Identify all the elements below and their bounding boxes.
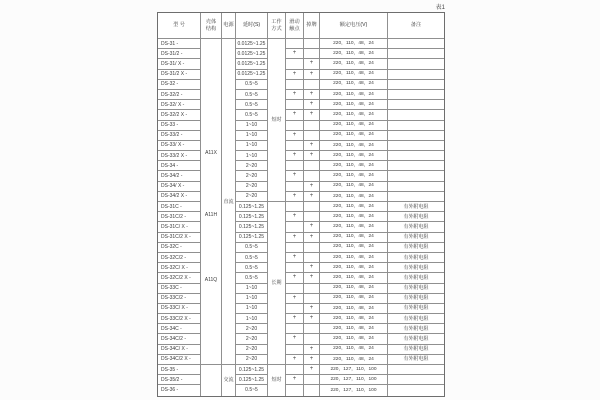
sliding-contact-cell: +	[286, 375, 304, 385]
drop-flag-cell	[304, 212, 320, 222]
sliding-contact-cell	[286, 345, 304, 355]
delay-cell: 1~10	[236, 151, 268, 161]
sliding-contact-cell	[286, 222, 304, 232]
model-cell: DS-35/2 -	[158, 375, 201, 385]
delay-cell: 0.125~1.25	[236, 202, 268, 212]
drop-flag-cell: +	[304, 59, 320, 69]
delay-cell: 1~10	[236, 304, 268, 314]
column-header-line: 工作	[271, 19, 282, 26]
work-mode-cell: 短时	[268, 365, 286, 396]
column-header-power: 电源	[222, 13, 236, 39]
delay-cell: 0.125~1.25	[236, 212, 268, 222]
drop-flag-cell: +	[304, 233, 320, 243]
remark-cell	[388, 375, 444, 385]
delay-cell: 0.125~1.25	[236, 233, 268, 243]
rated-voltage-cell: 220，127，110，100	[320, 385, 388, 395]
model-cell: DS-31/ X -	[158, 59, 201, 69]
drop-flag-cell: +	[304, 110, 320, 120]
rated-voltage-cell: 220，110，48，24	[320, 49, 388, 59]
rated-voltage-cell: 220，110，48，24	[320, 131, 388, 141]
rated-voltage-cell: 220，110，48，24	[320, 80, 388, 90]
remark-cell: 有外附电阻	[388, 284, 444, 294]
rated-voltage-cell: 220，110，48，24	[320, 294, 388, 304]
sliding-contact-cell	[286, 385, 304, 395]
remark-cell	[388, 365, 444, 375]
drop-flag-cell: +	[304, 192, 320, 202]
rated-voltage-cell: 220，110，48，24	[320, 141, 388, 151]
delay-cell: 0.125~1.25	[236, 375, 268, 385]
sliding-contact-cell	[286, 202, 304, 212]
shell-structure-label: A11H	[204, 211, 218, 218]
remark-cell	[388, 80, 444, 90]
drop-flag-cell: +	[304, 304, 320, 314]
delay-cell: 0.0125~1.25	[236, 39, 268, 49]
rated-voltage-cell: 220，110，48，24	[320, 161, 388, 171]
column-header-remark: 备注	[388, 13, 444, 39]
sliding-contact-cell	[286, 80, 304, 90]
work-mode-cell: 短时	[268, 39, 286, 202]
drop-flag-cell: +	[304, 263, 320, 273]
delay-cell: 2~20	[236, 355, 268, 365]
rated-voltage-cell: 220，110，48，24	[320, 171, 388, 181]
delay-cell: 0.0125~1.25	[236, 59, 268, 69]
delay-cell: 0.125~1.25	[236, 365, 268, 375]
remark-cell: 有外附电阻	[388, 233, 444, 243]
remark-cell	[388, 385, 444, 395]
column-header-slide	[286, 13, 304, 39]
drop-flag-cell: +	[304, 182, 320, 192]
rated-voltage-cell: 220，110，48，24	[320, 273, 388, 283]
column-header-line: 结构	[205, 25, 217, 32]
delay-cell: 0.5~5	[236, 385, 268, 395]
rated-voltage-cell: 220，110，48，24	[320, 324, 388, 334]
remark-cell	[388, 90, 444, 100]
rated-voltage-cell: 220，110，48，24	[320, 233, 388, 243]
model-cell: DS-33/2 -	[158, 131, 201, 141]
remark-cell: 有外附电阻	[388, 202, 444, 212]
drop-flag-cell	[304, 49, 320, 59]
rated-voltage-cell: 220，110，48，24	[320, 263, 388, 273]
power-cell: 直流	[222, 39, 236, 365]
delay-cell: 0.5~5	[236, 80, 268, 90]
delay-cell: 1~10	[236, 284, 268, 294]
model-cell: DS-32C/2 X -	[158, 273, 201, 283]
model-cell: DS-31C/2 X -	[158, 233, 201, 243]
delay-cell: 1~10	[236, 121, 268, 131]
sliding-contact-cell	[286, 100, 304, 110]
model-cell: DS-34C/ X -	[158, 345, 201, 355]
sliding-contact-cell: +	[286, 273, 304, 283]
drop-flag-cell: +	[304, 365, 320, 375]
rated-voltage-cell: 220，110，48，24	[320, 39, 388, 49]
model-cell: DS-35 -	[158, 365, 201, 375]
delay-cell: 0.5~5	[236, 100, 268, 110]
drop-flag-cell	[304, 334, 320, 344]
drop-flag-cell: +	[304, 345, 320, 355]
remark-cell: 有外附电阻	[388, 334, 444, 344]
model-cell: DS-32/ X -	[158, 100, 201, 110]
delay-cell: 2~20	[236, 345, 268, 355]
rated-voltage-cell: 220，110，48，24	[320, 284, 388, 294]
remark-cell	[388, 182, 444, 192]
rated-voltage-cell: 220，110，48，24	[320, 90, 388, 100]
drop-flag-cell	[304, 80, 320, 90]
remark-cell: 有外附电阻	[388, 304, 444, 314]
remark-cell: 有外附电阻	[388, 222, 444, 232]
column-header-voltage: 额定电压(V)	[320, 13, 388, 39]
drop-flag-cell	[304, 202, 320, 212]
sliding-contact-cell: +	[286, 212, 304, 222]
column-header-line: 方式	[271, 25, 282, 32]
rated-voltage-cell: 220，110，48，24	[320, 345, 388, 355]
delay-cell: 2~20	[236, 161, 268, 171]
sliding-contact-cell: +	[286, 233, 304, 243]
remark-cell	[388, 151, 444, 161]
remark-cell: 有外附电阻	[388, 253, 444, 263]
model-cell: DS-33C/2 -	[158, 294, 201, 304]
sliding-contact-cell: +	[286, 192, 304, 202]
model-cell: DS-31C/2 -	[158, 212, 201, 222]
sliding-contact-cell: +	[286, 131, 304, 141]
remark-cell	[388, 100, 444, 110]
sliding-contact-cell	[286, 121, 304, 131]
rated-voltage-cell: 220，110，48，24	[320, 59, 388, 69]
model-cell: DS-32C/ X -	[158, 263, 201, 273]
remark-cell: 有外附电阻	[388, 324, 444, 334]
model-cell: DS-33 -	[158, 121, 201, 131]
remark-cell	[388, 49, 444, 59]
sliding-contact-cell: +	[286, 314, 304, 324]
delay-cell: 0.0125~1.25	[236, 49, 268, 59]
model-cell: DS-31 -	[158, 39, 201, 49]
model-cell: DS-33C -	[158, 284, 201, 294]
delay-cell: 0.5~5	[236, 263, 268, 273]
drop-flag-cell: +	[304, 90, 320, 100]
drop-flag-cell: +	[304, 273, 320, 283]
drop-flag-cell	[304, 171, 320, 181]
delay-cell: 1~10	[236, 294, 268, 304]
remark-cell	[388, 171, 444, 181]
model-cell: DS-34C -	[158, 324, 201, 334]
rated-voltage-cell: 220，127，110，100	[320, 375, 388, 385]
remark-cell	[388, 39, 444, 49]
relay-spec-table	[157, 12, 445, 397]
delay-cell: 0.5~5	[236, 273, 268, 283]
delay-cell: 2~20	[236, 334, 268, 344]
model-cell: DS-31C/ X -	[158, 222, 201, 232]
drop-flag-cell	[304, 324, 320, 334]
drop-flag-cell: +	[304, 151, 320, 161]
delay-cell: 0.5~5	[236, 243, 268, 253]
sliding-contact-cell: +	[286, 334, 304, 344]
model-cell: DS-31C -	[158, 202, 201, 212]
model-cell: DS-33/ X -	[158, 141, 201, 151]
rated-voltage-cell: 220，110，48，24	[320, 314, 388, 324]
model-cell: DS-34/2 X -	[158, 192, 201, 202]
shell-structure-ac-cell	[201, 365, 222, 396]
drop-flag-cell	[304, 375, 320, 385]
drop-flag-cell	[304, 253, 320, 263]
rated-voltage-cell: 220，110，48，24	[320, 202, 388, 212]
remark-cell: 有外附电阻	[388, 345, 444, 355]
delay-cell: 0.5~5	[236, 90, 268, 100]
delay-cell: 0.125~1.25	[236, 222, 268, 232]
delay-cell: 2~20	[236, 171, 268, 181]
remark-cell: 有外附电阻	[388, 355, 444, 365]
drop-flag-cell	[304, 385, 320, 395]
drop-flag-cell	[304, 39, 320, 49]
remark-cell	[388, 141, 444, 151]
remark-cell	[388, 161, 444, 171]
column-header-flag: 掉牌	[304, 13, 320, 39]
delay-cell: 0.5~5	[236, 253, 268, 263]
sliding-contact-cell	[286, 304, 304, 314]
remark-cell: 有外附电阻	[388, 273, 444, 283]
remark-cell: 有外附电阻	[388, 294, 444, 304]
rated-voltage-cell: 220，110，48，24	[320, 182, 388, 192]
column-header-line: 滑动	[289, 19, 300, 26]
sliding-contact-cell	[286, 59, 304, 69]
delay-cell: 0.0125~1.25	[236, 70, 268, 80]
sliding-contact-cell: +	[286, 49, 304, 59]
sliding-contact-cell: +	[286, 151, 304, 161]
rated-voltage-cell: 220，110，48，24	[320, 304, 388, 314]
remark-cell: 有外附电阻	[388, 212, 444, 222]
column-header-line: 触点	[289, 25, 300, 32]
remark-cell: 有外附电阻	[388, 263, 444, 273]
rated-voltage-cell: 220，110，48，24	[320, 110, 388, 120]
rated-voltage-cell: 220，110，48，24	[320, 151, 388, 161]
drop-flag-cell	[304, 294, 320, 304]
sliding-contact-cell: +	[286, 110, 304, 120]
sliding-contact-cell	[286, 182, 304, 192]
model-cell: DS-32/2 X -	[158, 110, 201, 120]
sliding-contact-cell	[286, 161, 304, 171]
power-cell: 交流	[222, 365, 236, 396]
model-cell: DS-32C/2 -	[158, 253, 201, 263]
rated-voltage-cell: 220，110，48，24	[320, 70, 388, 80]
remark-cell	[388, 121, 444, 131]
table-number-label: 表1	[435, 5, 445, 11]
rated-voltage-cell: 220，110，48，24	[320, 100, 388, 110]
delay-cell: 1~10	[236, 314, 268, 324]
shell-structure-label: A11Q	[204, 276, 218, 283]
drop-flag-cell	[304, 243, 320, 253]
remark-cell	[388, 70, 444, 80]
rated-voltage-cell: 220，110，48，24	[320, 212, 388, 222]
drop-flag-cell: +	[304, 100, 320, 110]
model-cell: DS-32C -	[158, 243, 201, 253]
sliding-contact-cell: +	[286, 70, 304, 80]
rated-voltage-cell: 220，110，48，24	[320, 334, 388, 344]
model-cell: DS-32 -	[158, 80, 201, 90]
sliding-contact-cell	[286, 284, 304, 294]
sliding-contact-cell	[286, 141, 304, 151]
rated-voltage-cell: 220，110，48，24	[320, 121, 388, 131]
drop-flag-cell: +	[304, 222, 320, 232]
sliding-contact-cell	[286, 243, 304, 253]
sliding-contact-cell	[286, 365, 304, 375]
rated-voltage-cell: 220，110，48，24	[320, 192, 388, 202]
model-cell: DS-34/2 -	[158, 171, 201, 181]
delay-cell: 2~20	[236, 324, 268, 334]
column-header-delay: 延时(S)	[236, 13, 268, 39]
rated-voltage-cell: 220，110，48，24	[320, 243, 388, 253]
sliding-contact-cell: +	[286, 171, 304, 181]
sliding-contact-cell: +	[286, 294, 304, 304]
model-cell: DS-31/2 X -	[158, 70, 201, 80]
delay-cell: 1~10	[236, 141, 268, 151]
delay-cell: 1~10	[236, 131, 268, 141]
work-mode-cell: 长期	[268, 202, 286, 365]
drop-flag-cell: +	[304, 141, 320, 151]
drop-flag-cell	[304, 284, 320, 294]
model-cell: DS-34C/2 -	[158, 334, 201, 344]
delay-cell: 2~20	[236, 192, 268, 202]
model-cell: DS-36 -	[158, 385, 201, 395]
remark-cell	[388, 192, 444, 202]
rated-voltage-cell: 220，110，48，24	[320, 222, 388, 232]
sliding-contact-cell	[286, 263, 304, 273]
drop-flag-cell	[304, 121, 320, 131]
shell-structure-label: A11X	[205, 149, 217, 156]
model-cell: DS-33C/2 X -	[158, 314, 201, 324]
model-cell: DS-34 -	[158, 161, 201, 171]
sliding-contact-cell: +	[286, 355, 304, 365]
sliding-contact-cell	[286, 39, 304, 49]
remark-cell	[388, 110, 444, 120]
column-header-shell	[201, 13, 222, 39]
column-header-line: 壳体	[205, 19, 217, 26]
sliding-contact-cell	[286, 324, 304, 334]
remark-cell	[388, 59, 444, 69]
model-cell: DS-33/2 X -	[158, 151, 201, 161]
sliding-contact-cell: +	[286, 90, 304, 100]
model-cell: DS-33C/ X -	[158, 304, 201, 314]
remark-cell: 有外附电阻	[388, 314, 444, 324]
model-cell: DS-32/2 -	[158, 90, 201, 100]
column-header-model: 型 号	[158, 13, 201, 39]
drop-flag-cell: +	[304, 70, 320, 80]
model-cell: DS-34C/2 X -	[158, 355, 201, 365]
delay-cell: 0.5~5	[236, 110, 268, 120]
model-cell: DS-31/2 -	[158, 49, 201, 59]
remark-cell	[388, 131, 444, 141]
drop-flag-cell: +	[304, 314, 320, 324]
sliding-contact-cell: +	[286, 253, 304, 263]
delay-cell: 2~20	[236, 182, 268, 192]
drop-flag-cell	[304, 161, 320, 171]
rated-voltage-cell: 220，127，110，100	[320, 365, 388, 375]
column-header-mode	[268, 13, 286, 39]
drop-flag-cell: +	[304, 355, 320, 365]
rated-voltage-cell: 220，110，48，24	[320, 253, 388, 263]
shell-structure-dc-cell	[201, 39, 222, 365]
rated-voltage-cell: 220，110，48，24	[320, 355, 388, 365]
drop-flag-cell	[304, 131, 320, 141]
model-cell: DS-34/ X -	[158, 182, 201, 192]
remark-cell: 有外附电阻	[388, 243, 444, 253]
